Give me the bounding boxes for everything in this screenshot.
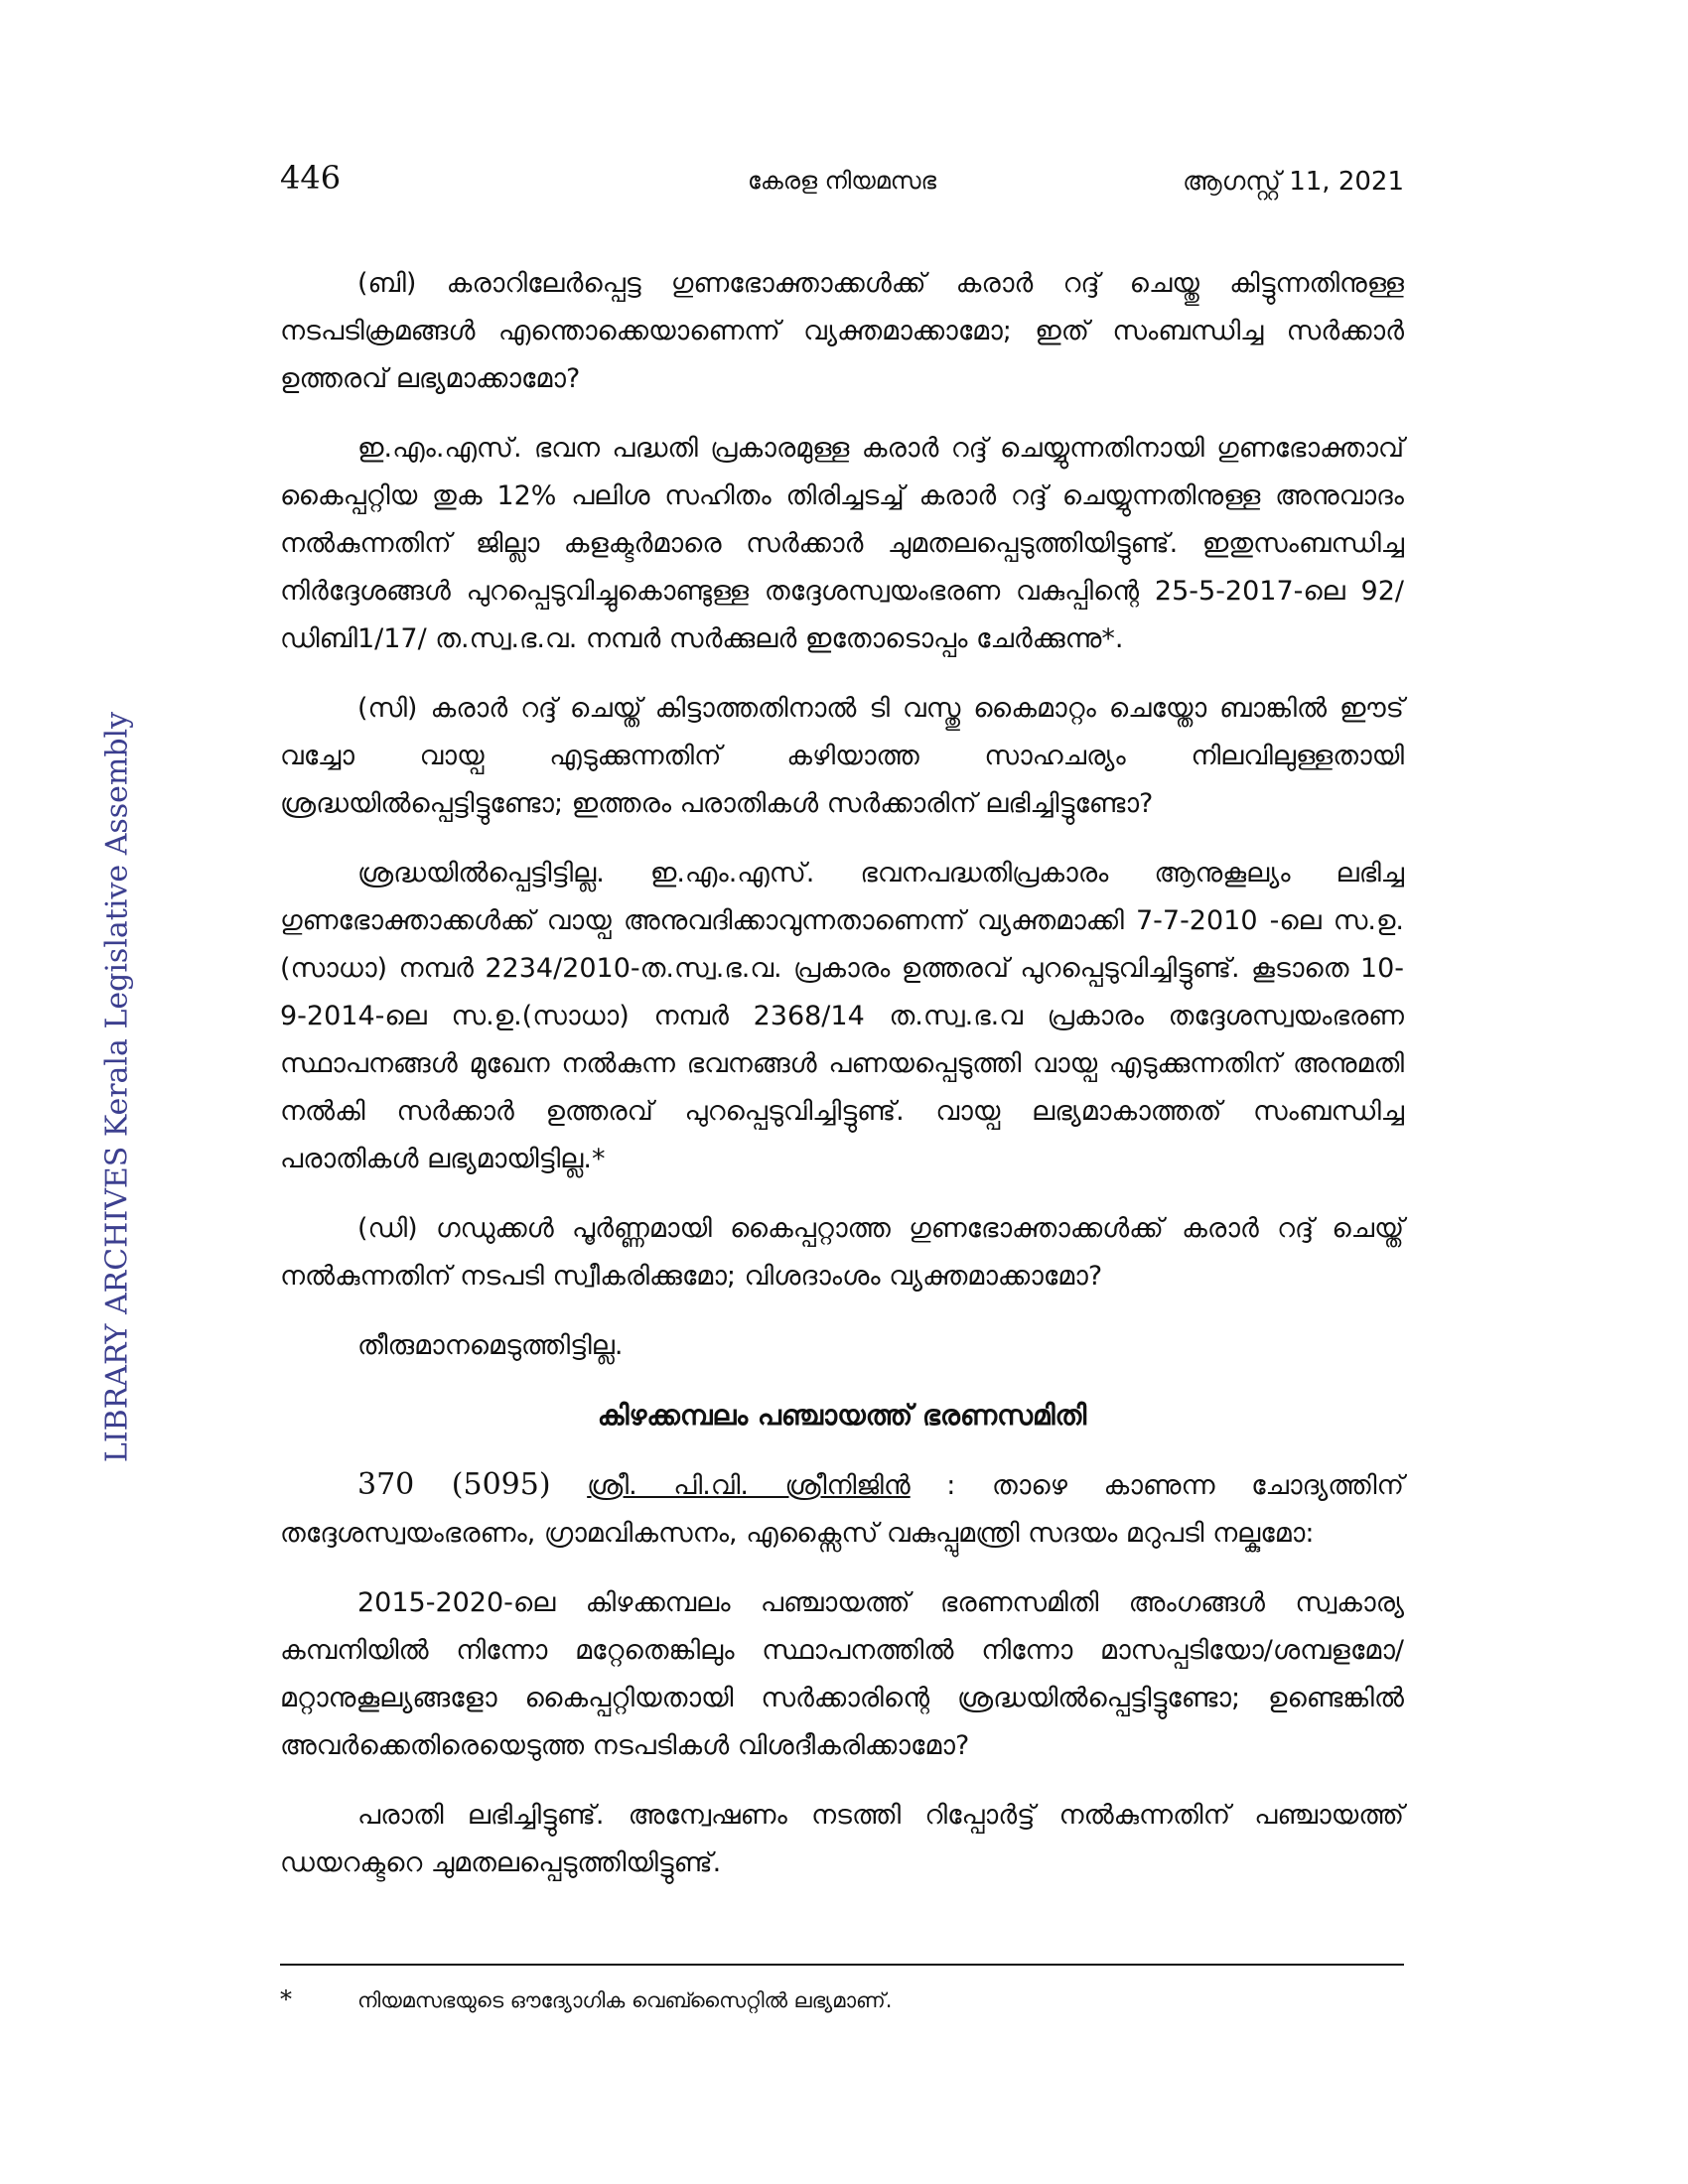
question-number: 370 (5095) [357, 1467, 551, 1502]
archive-watermark: LIBRARY ARCHIVES Kerala Legislative Assembly [99, 711, 135, 1463]
assembly-name: കേരള നിയമസഭ [747, 167, 937, 195]
question-intro [280, 1461, 1404, 1558]
question-intro-text: : താഴെ കാണുന്ന ചോദ്യത്തിന് തദ്ദേശസ്വയംഭരണം, ഗ്രാമവികസനം, എക്സൈസ് വകുപ്പുമന്ത്രി സദയം മറുപടി നല്കുമോ: [280, 1470, 1404, 1549]
question-d: (ഡി) ഗഡുക്കൾ പൂർണ്ണമായി കൈപ്പറ്റാത്ത ഗുണഭോക്താക്കൾക്ക് കരാർ റദ്ദ് ചെയ്ത് നൽകുന്നതിന് നടപടി സ്വീകരിക്കുമോ; വിശദാംശം വ്യക്തമാക്കാമോ? [280, 1213, 1404, 1292]
footnote [280, 1983, 1404, 2016]
footnote-divider [280, 1964, 1404, 1966]
section-heading: കിഴക്കമ്പലം പഞ്ചായത്ത് ഭരണസമിതി [597, 1399, 1087, 1432]
question-b: (ബി) കരാറിലേർപ്പെട്ട ഗുണഭോക്താക്കൾക്ക് കരാർ റദ്ദ് ചെയ്തു കിട്ടുന്നതിനുള്ള നടപടിക്രമങ്ങൾ എന്തൊക്കെയാണെന്ന് വ്യക്തമാക്കാമോ; ഇത് സംബന്ധിച്ച സർക്കാർ ഉത്തരവ് ലഭ്യമാക്കാമോ? [280, 268, 1404, 394]
answer-d: തീരുമാനമെടുത്തിട്ടില്ല. [357, 1330, 624, 1361]
member-name: ശ്രീ. പി.വി. ശ്രീനിജിൻ [587, 1470, 911, 1501]
footnote-mark: * [280, 1985, 292, 2013]
question-text: 2015-2020-ലെ കിഴക്കമ്പലം പഞ്ചായത്ത് ഭരണസമിതി അംഗങ്ങൾ സ്വകാര്യ കമ്പനിയിൽ നിന്നോ മറ്റേതെങ്കിലും സ്ഥാപനത്തിൽ നിന്നോ മാസപ്പടിയോ/ശമ്പളമോ/മറ്റാനുകൂല്യങ്ങളോ കൈപ്പറ്റിയതായി സർക്കാരിന്റെ ശ്രദ്ധയിൽപ്പെട്ടിട്ടുണ്ടോ; ഉണ്ടെങ്കിൽ അവർക്കെതിരെയെടുത്ത നടപടികൾ വിശദീകരിക്കാമോ? [280, 1587, 1404, 1761]
page-number: 446 [280, 159, 342, 197]
document-body [280, 260, 1404, 1909]
answer-b: ഇ.എം.എസ്. ഭവന പദ്ധതി പ്രകാരമുള്ള കരാർ റദ്ദ് ചെയ്യുന്നതിനായി ഗുണഭോക്താവ് കൈപ്പറ്റിയ തുക 12% പലിശ സഹിതം തിരിച്ചടച്ച് കരാർ റദ്ദ് ചെയ്യുന്നതിനുള്ള അനുവാദം നൽകുന്നതിന് ജില്ലാ കളക്ടർമാരെ സർക്കാർ ചുമതലപ്പെടുത്തിയിട്ടുണ്ട്. ഇതുസംബന്ധിച്ച നിർദ്ദേശങ്ങൾ പുറപ്പെടുവിച്ചുകൊണ്ടുള്ള തദ്ദേശസ്വയംഭരണ വകുപ്പിന്റെ 25-5-2017-ലെ 92/ഡിബി1/17/ ത.സ്വ.ഭ.വ. നമ്പർ സർക്കുലർ ഇതോടൊപ്പം ചേർക്കുന്നു*. [280, 433, 1404, 654]
header-date: ആഗസ്റ്റ് 11, 2021 [1183, 167, 1404, 197]
question-c: (സി) കരാർ റദ്ദ് ചെയ്ത് കിട്ടാത്തതിനാൽ ടി വസ്തു കൈമാറ്റം ചെയ്തോ ബാങ്കിൽ ഈട് വച്ചോ വായ്പ എടുക്കുന്നതിന് കഴിയാത്ത സാഹചര്യം നിലവിലുള്ളതായി ശ്രദ്ധയിൽപ്പെട്ടിട്ടുണ്ടോ; ഇത്തരം പരാതികൾ സർക്കാരിന് ലഭിച്ചിട്ടുണ്ടോ? [280, 693, 1404, 819]
answer-c: ശ്രദ്ധയിൽപ്പെട്ടിട്ടില്ല. ഇ.എം.എസ്. ഭവനപദ്ധതിപ്രകാരം ആനുകൂല്യം ലഭിച്ച ഗുണഭോക്താക്കൾക്ക് വായ്പ അനുവദിക്കാവുന്നതാണെന്ന് വ്യക്തമാക്കി 7-7-2010 -ലെ സ.ഉ.(സാധാ) നമ്പർ 2234/2010-ത.സ്വ.ഭ.വ. പ്രകാരം ഉത്തരവ് പുറപ്പെടുവിച്ചിട്ടുണ്ട്. കൂടാതെ 10-9-2014-ലെ സ.ഉ.(സാധാ) നമ്പർ 2368/14 ത.സ്വ.ഭ.വ പ്രകാരം തദ്ദേശസ്വയംഭരണ സ്ഥാപനങ്ങൾ മുഖേന നൽകുന്ന ഭവനങ്ങൾ പണയപ്പെടുത്തി വായ്പ എടുക്കുന്നതിന് അനുമതി നൽകി സർക്കാർ ഉത്തരവ് പുറപ്പെടുവിച്ചിട്ടുണ്ട്. വായ്പ ലഭ്യമാകാത്തത് സംബന്ധിച്ച പരാതികൾ ലഭ്യമായിട്ടില്ല.* [280, 858, 1404, 1174]
footnote-text: നിയമസഭയുടെ ഔദ്യോഗിക വെബ്സൈറ്റിൽ ലഭ്യമാണ്. [357, 1988, 893, 2012]
answer-text: പരാതി ലഭിച്ചിട്ടുണ്ട്. അന്വേഷണം നടത്തി റിപ്പോർട്ട് നൽകുന്നതിന് പഞ്ചായത്ത് ഡയറക്ടറെ ചുമതലപ്പെടുത്തിയിട്ടുണ്ട്. [280, 1800, 1404, 1878]
page-header [280, 159, 1404, 218]
